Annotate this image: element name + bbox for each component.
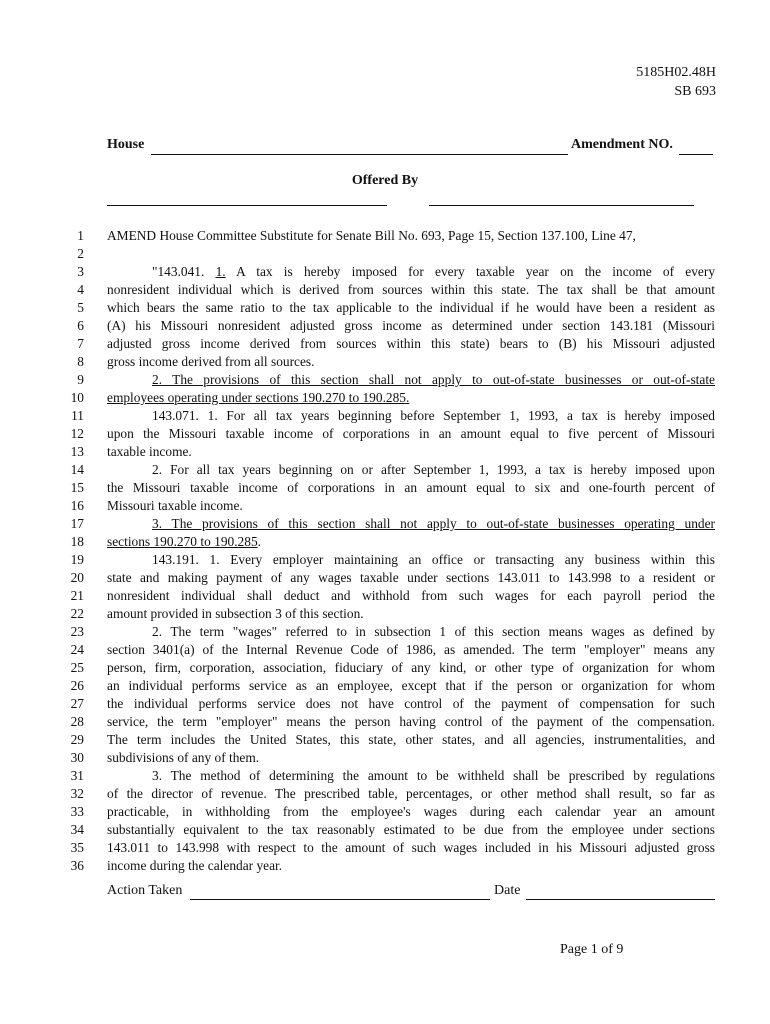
text-segment: 143.071. 1. For all tax years beginning before September 1, 1993, a tax is hereby imposed [152, 408, 715, 423]
line-text [107, 857, 715, 875]
line-text [107, 227, 715, 245]
line-text [152, 767, 715, 785]
bill-line [0, 245, 770, 263]
house-label: House [107, 137, 145, 152]
bill-line [0, 713, 770, 731]
text-segment: the Missouri taxable income of corporations in an amount equal to six and one-fourth percent of [107, 480, 715, 495]
line-text [107, 695, 715, 713]
bill-line [0, 335, 770, 353]
line-number: 6 [77, 318, 84, 333]
line-text [107, 317, 715, 335]
line-text [107, 821, 715, 839]
action-taken-line [107, 883, 715, 903]
line-number: 33 [70, 804, 84, 819]
line-number: 31 [70, 768, 84, 783]
text-segment: which bears the same ratio to the tax applicable to the individual if he would have been a resident as [107, 300, 715, 315]
line-text [107, 497, 715, 515]
line-number: 34 [70, 822, 84, 837]
date-label: Date [494, 883, 521, 898]
document-identifier [636, 63, 716, 101]
line-number: 4 [77, 282, 84, 297]
line-number: 14 [70, 462, 84, 477]
line-text [152, 551, 715, 569]
line-text [152, 407, 715, 425]
line-number: 27 [70, 696, 84, 711]
text-segment: (A) his Missouri nonresident adjusted gross income as determined under section 143.181 (Missouri [107, 318, 715, 333]
line-number: 1 [77, 228, 84, 243]
line-number: 15 [70, 480, 84, 495]
line-number: 16 [70, 498, 84, 513]
bill-line [0, 785, 770, 803]
line-number: 20 [70, 570, 84, 585]
bill-line [0, 551, 770, 569]
text-segment: "143.041. [152, 264, 216, 279]
text-segment: of the director of revenue. The prescribed table, percentages, or other method shall result, so far as [107, 786, 715, 801]
line-number: 7 [77, 336, 84, 351]
line-text [107, 677, 715, 695]
bill-line [0, 857, 770, 875]
underlined-inserted-text: 3. The provisions of this section shall not apply to out-of-state businesses operating under [152, 516, 715, 531]
text-segment: state and making payment of any wages taxable under sections 143.011 to 143.998 to a resident or [107, 570, 715, 585]
offered-by-signature-line-left [107, 205, 387, 206]
line-text [152, 623, 715, 641]
line-text [107, 659, 715, 677]
text-segment: gross income derived from all sources. [107, 354, 315, 369]
text-segment: subdivisions of any of them. [107, 750, 260, 765]
line-text [107, 803, 715, 821]
amendment-number-label: Amendment NO. [571, 137, 673, 152]
bill-line [0, 461, 770, 479]
text-segment: nonresident individual which is derived from sources within this state. The tax shall be that amount [107, 282, 715, 297]
text-segment: substantially equivalent to the tax reasonably estimated to be due from the employee under sections [107, 822, 715, 837]
text-segment: The term includes the United States, this state, other states, and all agencies, instrumentalities, and [107, 732, 715, 747]
line-text [152, 461, 715, 479]
line-number: 11 [71, 408, 84, 423]
text-segment: 143.011 to 143.998 with respect to the amount of such wages included in his Missouri adjusted gross [107, 840, 715, 855]
bill-line [0, 263, 770, 281]
action-taken-blank [190, 899, 490, 900]
text-segment: 2. For all tax years beginning on or after September 1, 1993, a tax is hereby imposed upon [152, 462, 715, 477]
text-segment: amount provided in subsection 3 of this section. [107, 606, 364, 621]
text-segment: AMEND House Committee Substitute for Senate Bill No. 693, Page 15, Section 137.100, Line 47, [107, 228, 636, 243]
text-segment: A tax is hereby imposed for every taxable year on the income of every [225, 264, 716, 279]
bill-line [0, 227, 770, 245]
line-text [107, 533, 715, 551]
line-number: 12 [70, 426, 84, 441]
text-segment: nonresident individual shall deduct and withhold from such wages for each payroll period the [107, 588, 715, 603]
line-text [107, 281, 715, 299]
bill-line [0, 371, 770, 389]
line-number: 25 [70, 660, 84, 675]
offered-by-signature-line-right [429, 205, 694, 206]
text-segment: 3. The method of determining the amount to be withheld shall be prescribed by regulations [152, 768, 715, 783]
bill-line [0, 749, 770, 767]
line-number: 35 [70, 840, 84, 855]
text-segment: 143.191. 1. Every employer maintaining an office or transacting any business within this [152, 552, 715, 567]
bill-line [0, 659, 770, 677]
bill-line [0, 479, 770, 497]
bill-line [0, 677, 770, 695]
line-text [107, 587, 715, 605]
bill-line [0, 443, 770, 461]
line-text [107, 299, 715, 317]
line-number: 19 [70, 552, 84, 567]
text-segment: upon the Missouri taxable income of corporations in an amount equal to five percent of Missouri [107, 426, 715, 441]
bill-line [0, 317, 770, 335]
line-text [107, 839, 715, 857]
line-number: 36 [70, 858, 84, 873]
bill-line [0, 515, 770, 533]
text-segment: . [257, 534, 261, 549]
bill-line [0, 281, 770, 299]
text-segment: income during the calendar year. [107, 858, 283, 873]
amendment-number-blank [679, 154, 713, 155]
line-text [107, 605, 715, 623]
line-text [152, 263, 715, 281]
line-text [107, 425, 715, 443]
line-text [152, 371, 715, 389]
underlined-inserted-text: employees operating under sections 190.270 to 190.285. [107, 390, 410, 405]
text-segment: practicable, in withholding from the employee's wages during each calendar year an amount [107, 804, 715, 819]
bill-reference: SB 693 [674, 84, 716, 99]
line-number: 28 [70, 714, 84, 729]
bill-line [0, 587, 770, 605]
line-number: 2 [77, 246, 84, 261]
bill-line [0, 803, 770, 821]
bill-line [0, 407, 770, 425]
text-segment: Missouri taxable income. [107, 498, 243, 513]
bill-line [0, 353, 770, 371]
bill-line [0, 695, 770, 713]
bill-line [0, 821, 770, 839]
line-text [107, 479, 715, 497]
line-number: 24 [70, 642, 84, 657]
text-segment: service, the term "employer" means the person having control of the payment of the compensation. [107, 714, 715, 729]
bill-line [0, 623, 770, 641]
bill-line [0, 425, 770, 443]
line-number: 23 [70, 624, 84, 639]
line-number: 26 [70, 678, 84, 693]
text-segment: 2. The term "wages" referred to in subsection 1 of this section means wages as defined by [152, 624, 715, 639]
line-number: 22 [70, 606, 84, 621]
line-number: 13 [70, 444, 84, 459]
bill-line [0, 731, 770, 749]
amendment-text-body [0, 227, 770, 875]
action-taken-label: Action Taken [107, 883, 183, 898]
line-text [107, 731, 715, 749]
line-number: 3 [77, 264, 84, 279]
line-number: 10 [70, 390, 84, 405]
line-text [107, 353, 715, 371]
line-number: 30 [70, 750, 84, 765]
bill-line [0, 533, 770, 551]
house-blank-line [151, 154, 568, 155]
line-text [152, 515, 715, 533]
text-segment: the individual performs service does not have control of the payment of compensation for such [107, 696, 715, 711]
line-number: 29 [70, 732, 84, 747]
underlined-inserted-text: 1. [215, 264, 226, 279]
text-segment: adjusted gross income derived from sources within this state) bears to (B) his Missouri adjusted [107, 336, 715, 351]
line-number: 17 [70, 516, 84, 531]
bill-line [0, 767, 770, 785]
line-text [107, 713, 715, 731]
line-text [107, 569, 715, 587]
text-segment: person, firm, corporation, association, fiduciary of any kind, or other type of organization for whom [107, 660, 715, 675]
bill-line [0, 299, 770, 317]
line-number: 21 [70, 588, 84, 603]
bill-line [0, 605, 770, 623]
line-text [107, 641, 715, 659]
line-text [107, 335, 715, 353]
bill-line [0, 569, 770, 587]
doc-code: 5185H02.48H [636, 65, 716, 80]
text-segment: section 3401(a) of the Internal Revenue Code of 1986, as amended. The term "employer" means any [107, 642, 715, 657]
line-number: 18 [70, 534, 84, 549]
line-text [107, 749, 715, 767]
bill-line [0, 497, 770, 515]
text-segment: an individual performs service as an employee, except that if the person or organization for whom [107, 678, 715, 693]
line-number: 5 [77, 300, 84, 315]
underlined-inserted-text: sections 190.270 to 190.285 [107, 534, 258, 549]
line-number: 9 [77, 372, 84, 387]
text-segment: taxable income. [107, 444, 192, 459]
bill-line [0, 839, 770, 857]
offered-by-label: Offered By [351, 173, 419, 188]
bill-line [0, 641, 770, 659]
line-text [107, 785, 715, 803]
bill-line [0, 389, 770, 407]
line-number: 8 [77, 354, 84, 369]
date-blank [526, 899, 715, 900]
line-number: 32 [70, 786, 84, 801]
house-amendment-line [107, 137, 713, 157]
page-indicator: Page 1 of 9 [560, 942, 624, 957]
line-text [107, 443, 715, 461]
underlined-inserted-text: 2. The provisions of this section shall not apply to out-of-state businesses or out-of-state [152, 372, 715, 387]
line-text [107, 389, 715, 407]
